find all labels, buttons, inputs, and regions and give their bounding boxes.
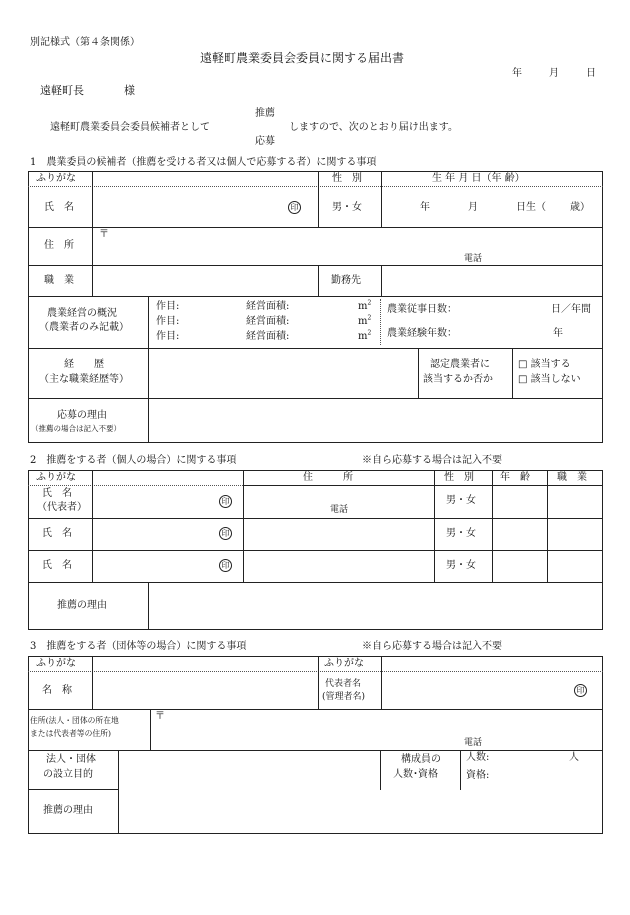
- birth-month: 月: [468, 202, 478, 213]
- checkbox-applicable[interactable]: □ 該当する: [518, 359, 571, 370]
- phone-label: 電話: [330, 505, 349, 515]
- area-label: 経営面積:: [246, 316, 290, 327]
- section3-table: [28, 656, 603, 834]
- career-note: （主な職業経歴等）: [39, 374, 129, 385]
- gender-header: 性 別: [444, 472, 474, 483]
- name-label: 氏 名: [44, 202, 74, 213]
- page-title: 遠軽町農業委員会委員に関する届出書: [200, 51, 405, 65]
- addressee: 遠軽町長: [40, 84, 84, 97]
- rep-name-note: (管理者名): [322, 692, 366, 702]
- area-unit: $m^2$: [358, 329, 372, 342]
- gender-header: 性 別: [332, 173, 362, 184]
- address-label: 住所(法人・団体の所在地: [30, 716, 119, 725]
- birth-age: 歳）: [570, 202, 590, 213]
- section3-title: 3 推薦をする者（団体等の場合）に関する事項: [30, 641, 247, 652]
- certified-label-2: 該当するか否か: [423, 374, 493, 385]
- gender-value: 男・女: [446, 560, 476, 571]
- career-label: 経 歴: [64, 359, 104, 370]
- purpose-label-2: の設立目的: [43, 769, 93, 780]
- reason-label: 推薦の理由: [57, 600, 107, 611]
- intro-text-before: 遠軽町農業委員会委員候補者として: [50, 122, 210, 133]
- date-month: 月: [549, 68, 559, 79]
- address-header: 住 所: [303, 472, 353, 483]
- area-label: 経営面積:: [246, 331, 290, 342]
- area-unit: $m^2$: [358, 299, 372, 312]
- phone-label: 電話: [464, 254, 483, 264]
- occupation-label: 職 業: [44, 275, 74, 286]
- occupation-header: 職 業: [557, 472, 587, 483]
- qualification-label: 資格:: [466, 770, 490, 781]
- farm-overview-label: 農業経営の概況: [47, 308, 117, 319]
- seal-mark: 印: [574, 684, 587, 697]
- area-label: 経営面積:: [246, 301, 290, 312]
- postal-mark: 〒: [155, 711, 165, 722]
- seal-mark: 印: [219, 559, 232, 572]
- section1-title: 1 農業委員の候補者（推薦を受ける者又は個人で応募する者）に関する事項: [30, 157, 377, 168]
- count-unit: 人: [569, 752, 579, 763]
- members-label-2: 人数･資格: [393, 769, 438, 780]
- honorific: 様: [124, 84, 135, 97]
- seal-mark: 印: [219, 527, 232, 540]
- members-label: 構成員の: [401, 754, 441, 765]
- gender-value: 男・女: [332, 202, 362, 213]
- area-unit: $m^2$: [358, 314, 372, 327]
- name-label: 氏 名: [42, 528, 72, 539]
- crop-label: 作目:: [156, 316, 180, 327]
- birthdate-header: 生 年 月 日（年 齢）: [432, 173, 525, 184]
- age-header: 年 齢: [500, 472, 530, 483]
- form-reference: 別記様式（第４条関係）: [30, 37, 140, 48]
- date-day: 日: [586, 68, 596, 79]
- date-year: 年: [512, 68, 522, 79]
- section3-note: ※自ら応募する場合は記入不要: [362, 641, 502, 652]
- farm-overview-note: （農業者のみ記載）: [39, 322, 129, 333]
- option-apply: 応募: [255, 136, 275, 147]
- birth-day: 日生（: [516, 202, 546, 213]
- crop-label: 作目:: [156, 301, 180, 312]
- name-label: 氏 名: [42, 560, 72, 571]
- option-recommend: 推薦: [255, 108, 275, 119]
- workplace-label: 勤務先: [331, 275, 361, 286]
- reason-note: （推薦の場合は記入不要）: [31, 424, 121, 433]
- rep-name-label: 氏 名: [42, 488, 72, 499]
- section2-note: ※自ら応募する場合は記入不要: [362, 455, 502, 466]
- phone-label: 電話: [464, 738, 483, 748]
- seal-mark: 印: [288, 201, 301, 214]
- experience-unit: 年: [553, 328, 563, 339]
- checkbox-not-applicable[interactable]: □ 該当しない: [518, 374, 581, 385]
- section2-title: 2 推薦をする者（個人の場合）に関する事項: [30, 455, 237, 466]
- seal-mark: 印: [219, 495, 232, 508]
- gender-value: 男・女: [446, 528, 476, 539]
- furigana-label: ふりがな: [36, 658, 76, 669]
- reason-label: 応募の理由: [57, 410, 107, 421]
- count-label: 人数:: [466, 752, 490, 763]
- rep-name-label: 代表者名: [325, 679, 362, 689]
- birth-year: 年: [420, 202, 430, 213]
- gender-value: 男・女: [446, 495, 476, 506]
- work-days-label: 農業従事日数：: [387, 304, 457, 315]
- postal-mark: 〒: [99, 229, 109, 240]
- org-name-label: 名 称: [42, 685, 72, 696]
- furigana-label: ふりがな: [36, 173, 76, 184]
- crop-label: 作目:: [156, 331, 180, 342]
- furigana-label-rep: ふりがな: [324, 658, 364, 669]
- work-days-unit: 日／年間: [551, 304, 591, 315]
- address-note: または代表者等の住所): [30, 729, 112, 738]
- address-label: 住 所: [44, 240, 74, 251]
- reason-label: 推薦の理由: [43, 805, 93, 816]
- intro-text-after: しますので、次のとおり届け出ます。: [289, 122, 458, 133]
- rep-name-note: （代表者）: [37, 502, 87, 513]
- experience-label: 農業経験年数：: [387, 328, 457, 339]
- certified-label: 認定農業者に: [430, 359, 490, 370]
- furigana-label: ふりがな: [36, 472, 76, 483]
- purpose-label: 法人・団体: [46, 754, 96, 765]
